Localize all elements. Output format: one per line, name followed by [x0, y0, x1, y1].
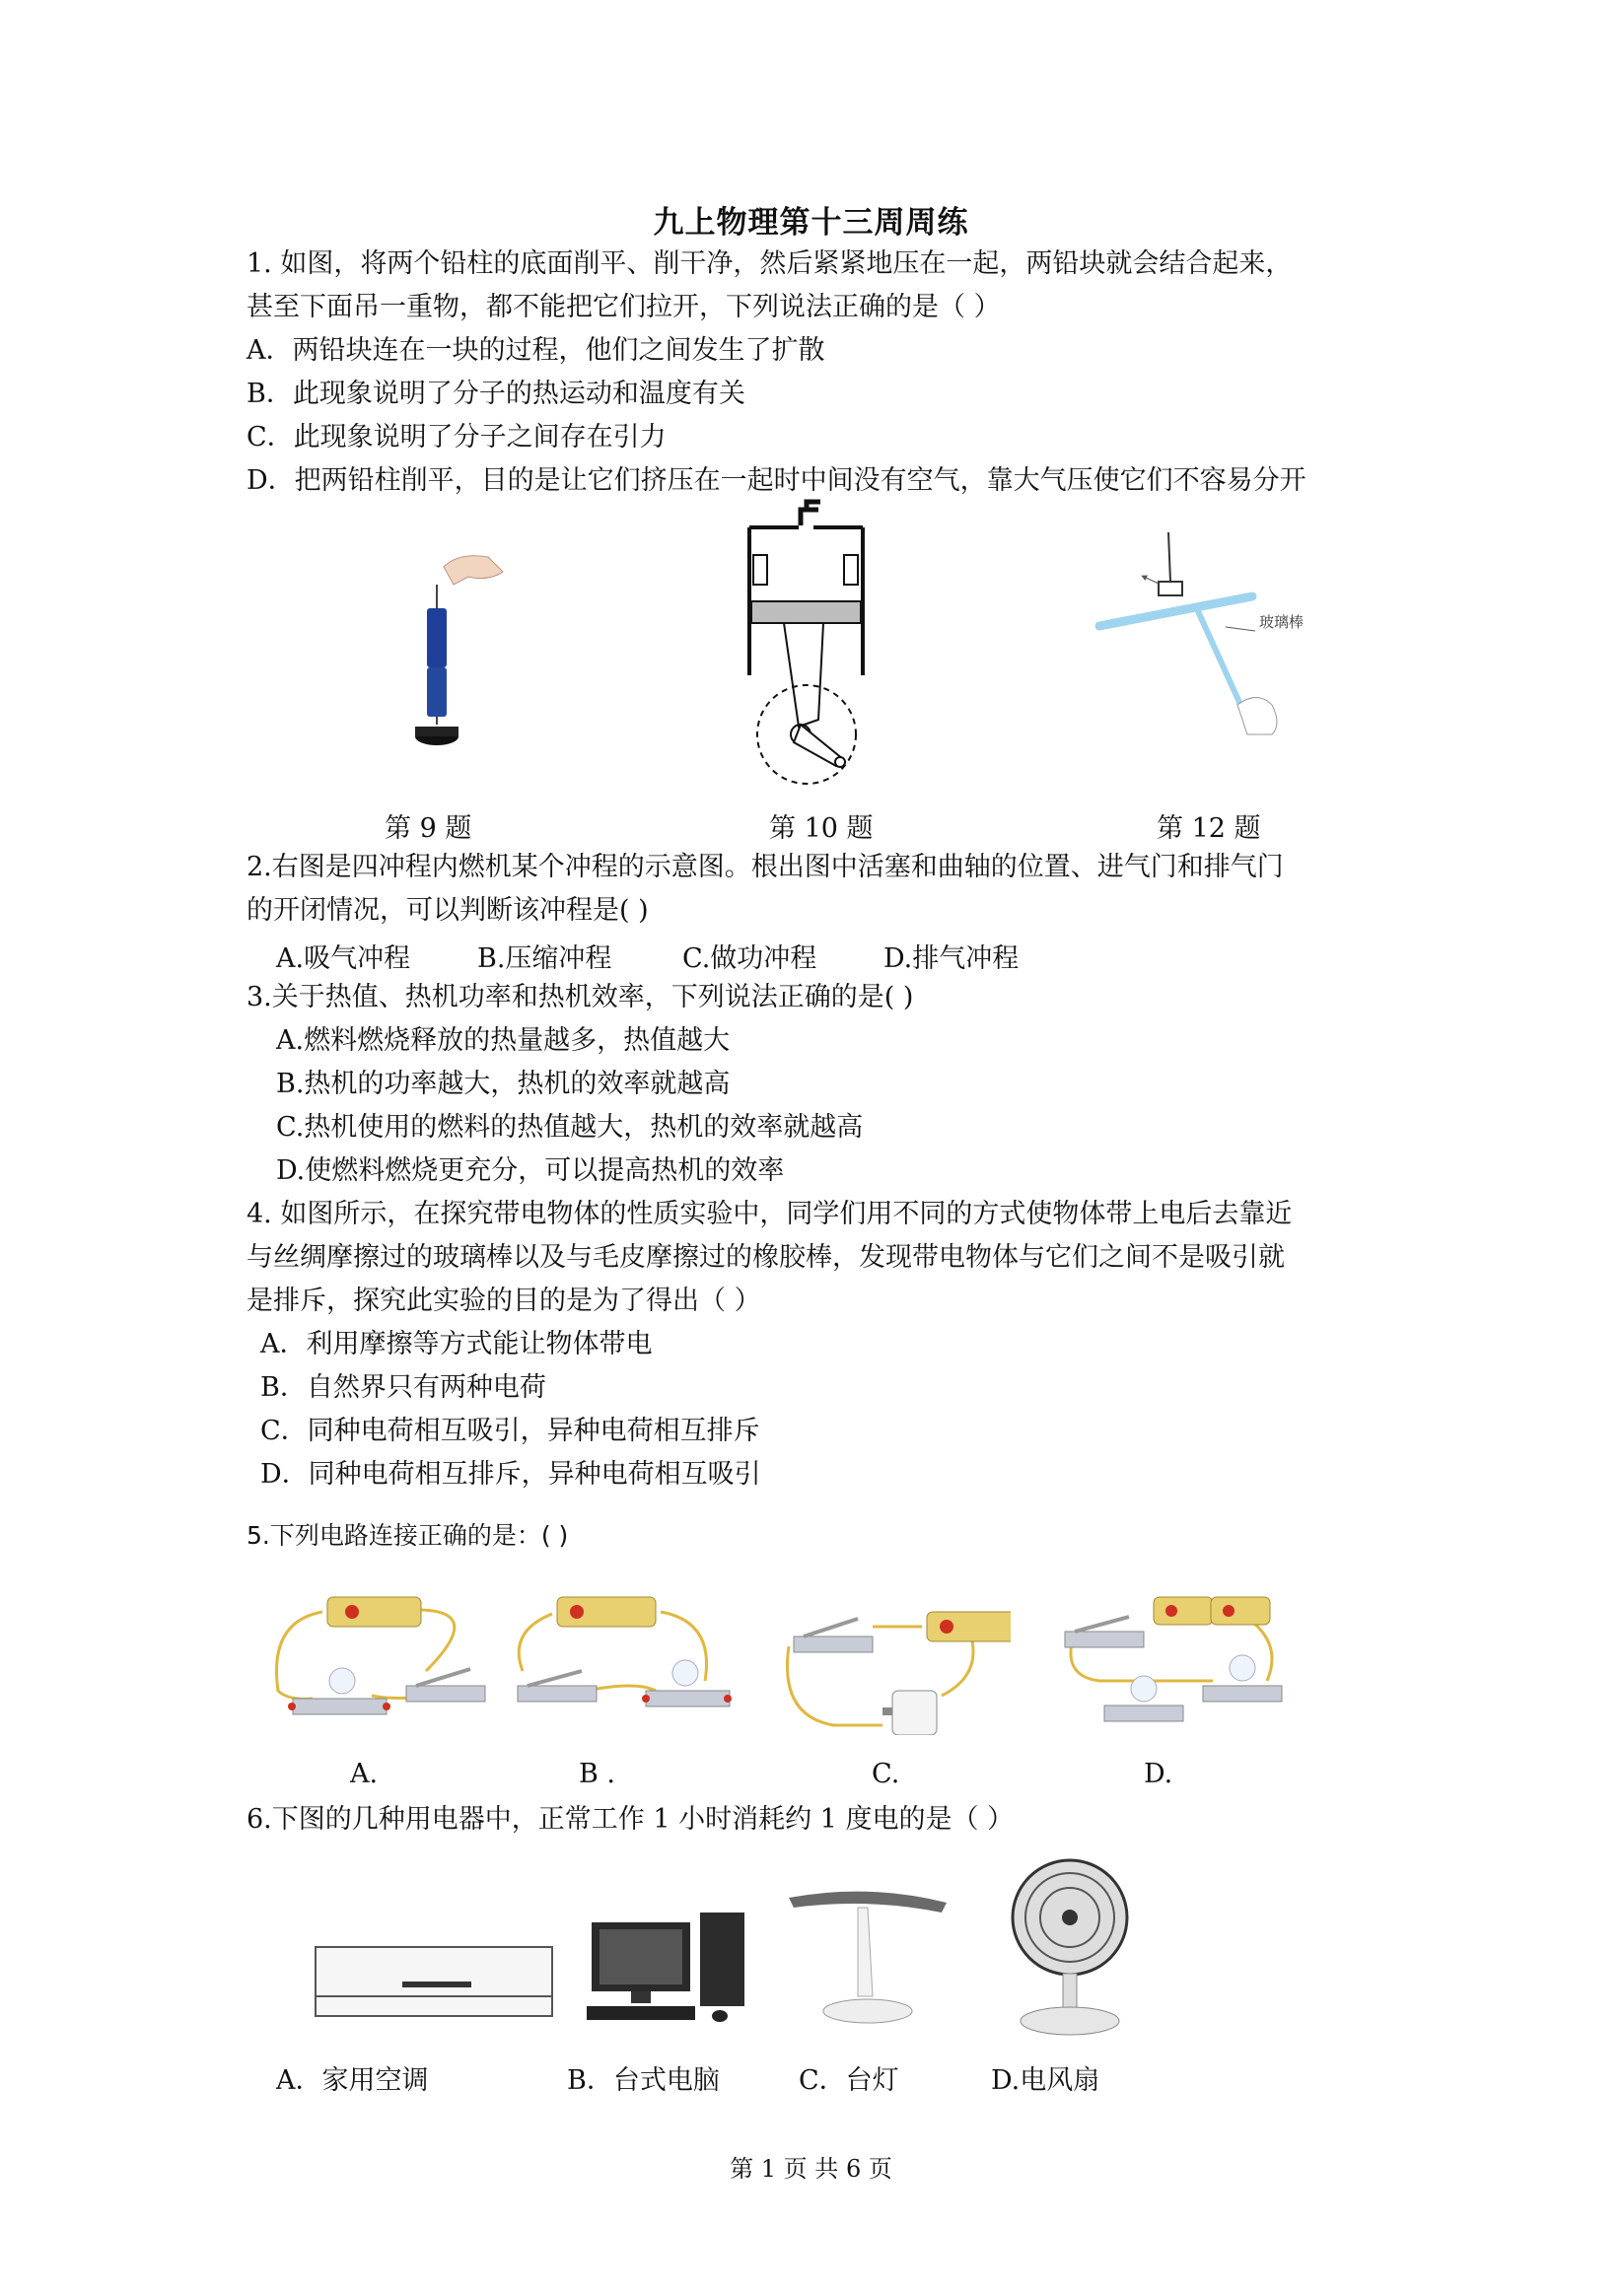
air-conditioner-figure: [314, 1942, 555, 2021]
q2-option-b: B.压缩冲程: [477, 943, 612, 974]
q6-stem: 6.下图的几种用电器中，正常工作 1 小时消耗约 1 度电的是（ ）: [247, 1804, 1015, 1835]
engine-stroke-figure: [730, 498, 882, 789]
q2-stem-line1: 2.右图是四冲程内燃机某个冲程的示意图。根出图中活塞和曲轴的位置、进气门和排气门: [247, 852, 1284, 882]
q1-option-b: B．此现象说明了分子的热运动和温度有关: [247, 379, 745, 409]
circuit-c-figure: [774, 1597, 1011, 1735]
q6-label-b: B．台式电脑: [567, 2065, 720, 2096]
page-footer: 第 1 页 共 6 页: [730, 2155, 892, 2183]
q2-stem-line2: 的开闭情况，可以判断该冲程是( ): [247, 895, 649, 926]
q4-stem-line1: 4. 如图所示，在探究带电物体的性质实验中，同学们用不同的方式使物体带上电后去靠近: [247, 1199, 1293, 1229]
desktop-computer-figure: [582, 1908, 754, 2031]
q1-option-a: A．两铅块连在一块的过程，他们之间发生了扩散: [247, 335, 825, 366]
q4-stem-line3: 是排斥，探究此实验的目的是为了得出（ ）: [247, 1286, 761, 1316]
q2-option-c: C.做功冲程: [682, 943, 817, 974]
q5-label-c: C.: [872, 1759, 900, 1789]
q3-stem: 3.关于热值、热机功率和热机效率，下列说法正确的是( ): [247, 982, 914, 1012]
q1-option-c: C．此现象说明了分子之间存在引力: [247, 422, 667, 452]
desk-lamp-figure: [779, 1878, 956, 2036]
q4-stem-line2: 与丝绸摩擦过的玻璃棒以及与毛皮摩擦过的橡胶棒，发现带电物体与它们之间不是吸引就: [247, 1242, 1285, 1273]
glass-rod-label: 玻璃棒: [1259, 613, 1305, 631]
caption-q12: 第 12 题: [1157, 813, 1261, 844]
q3-option-d: D.使燃料燃烧更充分，可以提高热机的效率: [276, 1155, 785, 1186]
q4-option-c: C．同种电荷相互吸引，异种电荷相互排斥: [260, 1416, 760, 1446]
q4-option-b: B．自然界只有两种电荷: [260, 1372, 546, 1403]
q3-option-c: C.热机使用的燃料的热值越大，热机的效率就越高: [276, 1112, 864, 1143]
circuit-a-figure: [258, 1582, 495, 1730]
q5-label-b: B .: [579, 1759, 616, 1789]
q6-label-d: D.电风扇: [991, 2065, 1100, 2096]
q5-label-d: D.: [1144, 1759, 1173, 1789]
glass-rod-figure: [1090, 532, 1326, 739]
q4-option-d: D．同种电荷相互排斥，异种电荷相互吸引: [260, 1459, 761, 1490]
q4-option-a: A．利用摩擦等方式能让物体带电: [260, 1329, 653, 1359]
page-title: 九上物理第十三周周练: [653, 205, 969, 241]
q6-label-c: C．台灯: [799, 2065, 899, 2096]
q2-option-d: D.排气冲程: [883, 943, 1020, 974]
q1-stem-line1: 1. 如图，将两个铅柱的底面削平、削干净，然后紧紧地压在一起，两铅块就会结合起来，: [247, 248, 1293, 279]
q6-label-a: A．家用空调: [276, 2065, 429, 2096]
q3-option-b: B.热机的功率越大，热机的效率就越高: [276, 1069, 731, 1099]
q1-option-d: D．把两铅柱削平，目的是让它们挤压在一起时中间没有空气，靠大气压使它们不容易分开: [247, 465, 1306, 496]
q3-option-a: A.燃料燃烧释放的热量越多，热值越大: [276, 1025, 731, 1056]
caption-q10: 第 10 题: [769, 813, 874, 844]
lead-cylinder-weight-figure: [389, 547, 518, 749]
electric-fan-figure: [996, 1853, 1144, 2041]
q5-label-a: A.: [350, 1759, 379, 1789]
circuit-d-figure: [1055, 1587, 1292, 1735]
q2-option-a: A.吸气冲程: [276, 943, 411, 974]
caption-q9: 第 9 题: [385, 813, 472, 844]
circuit-b-figure: [498, 1582, 735, 1730]
q1-stem-line2: 甚至下面吊一重物，都不能把它们拉开，下列说法正确的是（ ）: [247, 292, 1001, 322]
q5-stem: 5.下列电路连接正确的是：( ): [247, 1521, 569, 1550]
